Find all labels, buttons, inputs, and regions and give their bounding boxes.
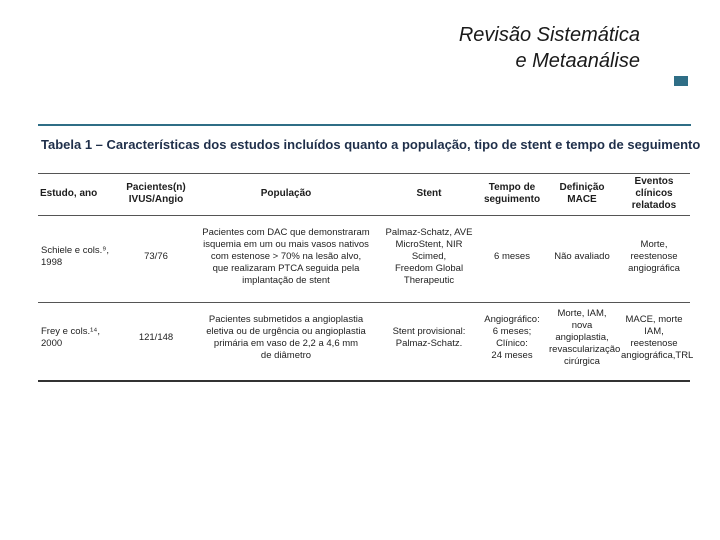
cell-stent: Stent provisional: Palmaz-Schatz. (392, 326, 466, 349)
header-eventos: Eventos clínicos relatados (631, 176, 677, 211)
header-divider (38, 124, 691, 126)
cell-tempo: Angiográfico: 6 meses; Clínico: 24 meses (484, 314, 540, 361)
cell-tempo: 6 meses (494, 251, 530, 262)
header-estudo: Estudo, ano (40, 188, 98, 199)
studies-table (38, 174, 694, 376)
cell-eventos: MACE, morte IAM, reestenose angiográfica,TRL (621, 314, 694, 361)
table-row (38, 214, 690, 300)
cell-populacao: Pacientes com DAC que demonstraram isquemia em um ou mais vasos nativos com estenose > 70% na lesão alvo, que realizaram PTCA seguida pela implantação de stent (202, 227, 370, 286)
header-pacientes: Pacientes(n) IVUS/Angio (126, 182, 186, 205)
header-mace: Definição MACE (559, 182, 605, 205)
cell-pacientes: 73/76 (144, 251, 168, 262)
header-tempo: Tempo de seguimento (483, 182, 541, 205)
cell-estudo: Schiele e cols.⁹, 1998 (41, 245, 109, 268)
slide-title (459, 22, 640, 74)
cell-stent: Palmaz-Schatz, AVE MicroStent, NIR Scimed, Freedom Global Therapeutic (385, 227, 473, 286)
cell-mace: Morte, IAM, nova angioplastia, revascularização cirúrgica (549, 308, 621, 367)
cell-eventos: Morte, reestenose angiográfica (628, 239, 680, 274)
table-header-row (38, 174, 690, 214)
cell-populacao: Pacientes submetidos a angioplastia eletiva ou de urgência ou angioplastia primária em vaso de 2,2 a 4,6 mm de diâmetro (206, 314, 366, 361)
cell-mace: Não avaliado (554, 251, 610, 262)
table-caption: Tabela 1 – Características dos estudos incluídos quanto a população, tipo de stent e tempo de seguimento (41, 137, 701, 152)
cell-estudo: Frey e cols.¹⁴, 2000 (41, 326, 100, 349)
header-populacao: População (260, 188, 312, 199)
corner-square-mark (674, 76, 688, 86)
table-rule-bottom (38, 380, 690, 382)
slide-title-line-1: Revisão Sistemática (458, 24, 640, 46)
slide-title-line-2: e Metaanálise (515, 50, 640, 72)
cell-pacientes: 121/148 (138, 332, 174, 343)
header-stent: Stent (416, 188, 442, 199)
table-row (38, 300, 690, 376)
